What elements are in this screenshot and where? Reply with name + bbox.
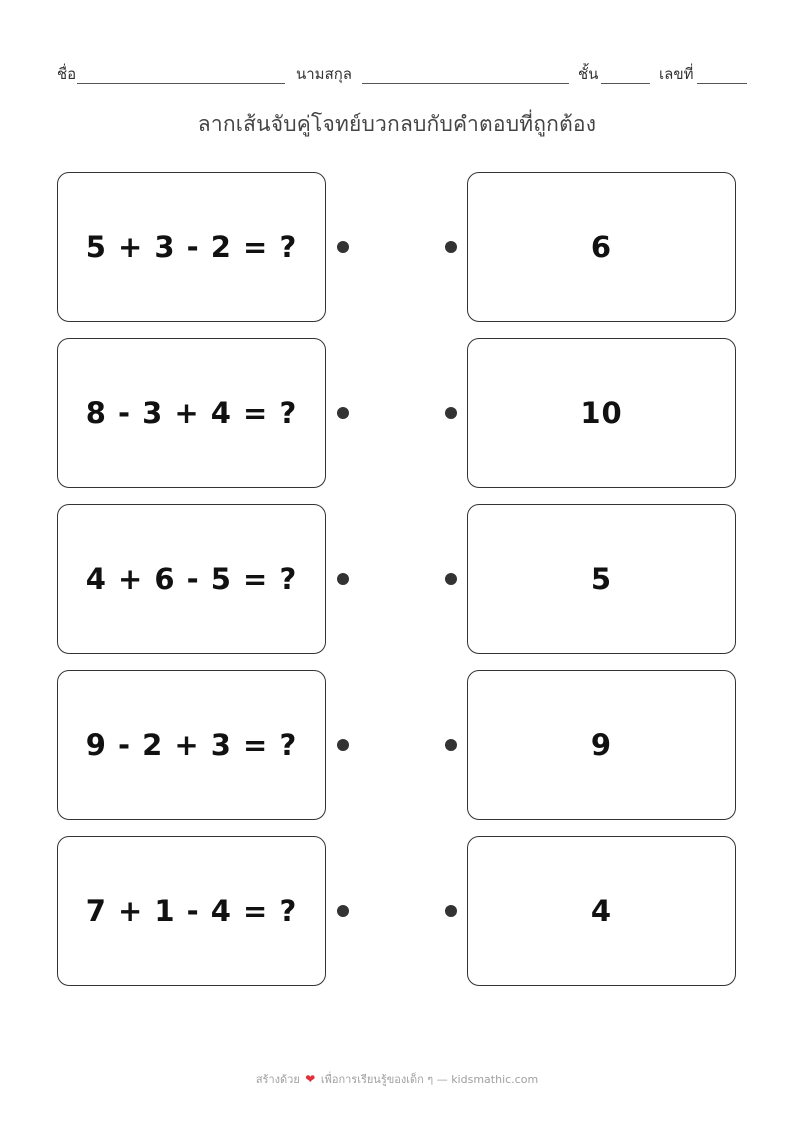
footer-credit xyxy=(0,1070,794,1088)
heart-icon: ❤ xyxy=(305,1072,316,1086)
answer-card-2: 10 xyxy=(467,338,736,488)
number-field[interactable] xyxy=(697,83,747,84)
question-card-2: 8 - 3 + 4 = ? xyxy=(57,338,326,488)
worksheet-title: ลากเส้นจับคู่โจทย์บวกลบกับคำตอบที่ถูกต้อง xyxy=(197,112,597,136)
question-card-3: 4 + 6 - 5 = ? xyxy=(57,504,326,654)
question-dot-5[interactable] xyxy=(337,905,349,917)
answer-dot-4[interactable] xyxy=(445,739,457,751)
question-card-5: 7 + 1 - 4 = ? xyxy=(57,836,326,986)
answer-card-1: 6 xyxy=(467,172,736,322)
student-info-header xyxy=(57,64,747,88)
surname-label: นามสกุล xyxy=(296,65,352,83)
surname-field[interactable] xyxy=(362,83,569,84)
grade-field[interactable] xyxy=(601,83,650,84)
answer-dot-5[interactable] xyxy=(445,905,457,917)
question-card-1: 5 + 3 - 2 = ? xyxy=(57,172,326,322)
question-dot-3[interactable] xyxy=(337,573,349,585)
answer-card-4: 9 xyxy=(467,670,736,820)
question-dot-4[interactable] xyxy=(337,739,349,751)
answer-dot-1[interactable] xyxy=(445,241,457,253)
question-card-4: 9 - 2 + 3 = ? xyxy=(57,670,326,820)
name-field[interactable] xyxy=(77,83,285,84)
answer-dot-3[interactable] xyxy=(445,573,457,585)
answer-card-3: 5 xyxy=(467,504,736,654)
footer-text-before: สร้างด้วย xyxy=(255,1073,300,1086)
answer-card-5: 4 xyxy=(467,836,736,986)
answer-dot-2[interactable] xyxy=(445,407,457,419)
question-dot-1[interactable] xyxy=(337,241,349,253)
name-label: ชื่อ xyxy=(57,65,77,83)
question-dot-2[interactable] xyxy=(337,407,349,419)
footer-text-after: เพื่อการเรียนรู้ของเด็ก ๆ — kidsmathic.com xyxy=(320,1073,539,1086)
grade-label: ชั้น xyxy=(578,65,599,83)
number-label: เลขที่ xyxy=(659,65,694,83)
